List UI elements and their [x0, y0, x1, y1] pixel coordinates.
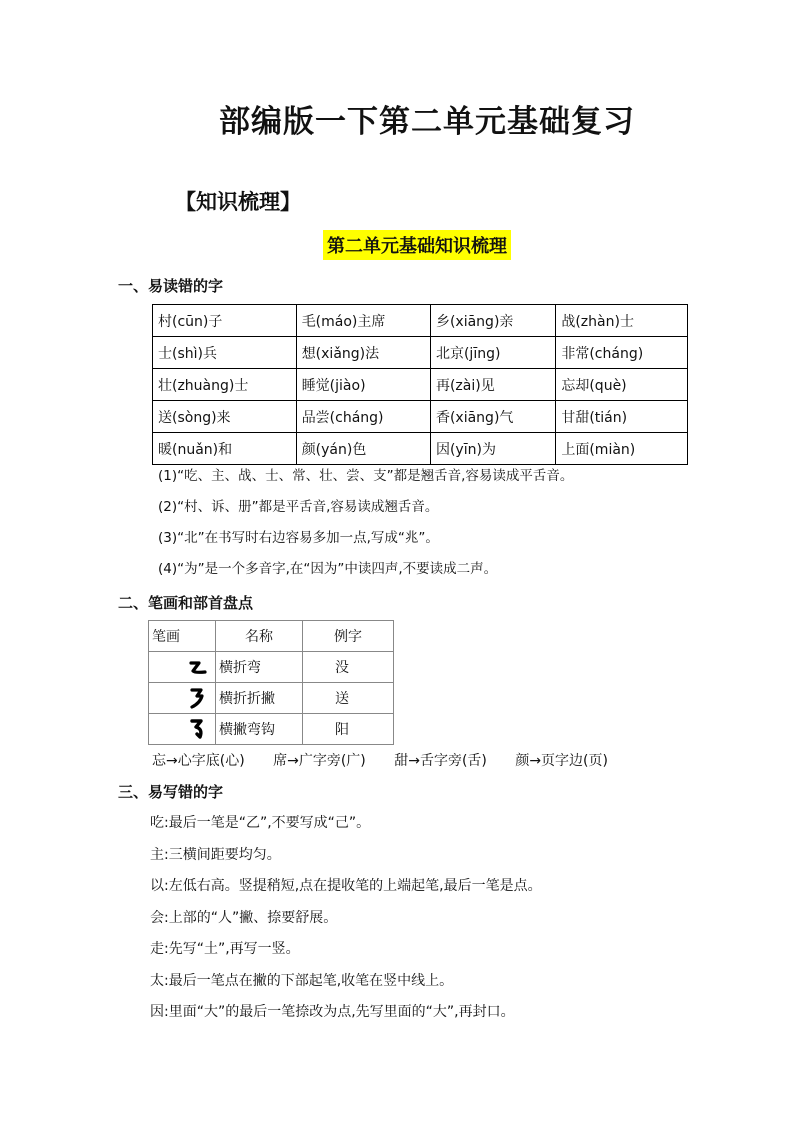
radicals-line	[152, 750, 632, 770]
radical-item: 甜→舌字旁(舌)	[394, 753, 487, 769]
section1-heading: 一、易读错的字	[118, 277, 224, 295]
table-cell: 北京(jīng)	[430, 337, 555, 369]
column-header: 例字	[303, 621, 394, 652]
heng-zhe-wan-stroke-icon	[186, 655, 210, 679]
table-row	[153, 337, 688, 369]
table-cell: 乡(xiāng)亲	[430, 305, 555, 337]
table-row	[153, 433, 688, 465]
table-cell: 因(yīn)为	[430, 433, 555, 465]
table-row	[153, 401, 688, 433]
table-row	[153, 305, 688, 337]
note-item: (3)“北”在书写时右边容易多加一点,写成“兆”。	[158, 530, 439, 546]
heng-zhe-zhe-pie-stroke-icon	[186, 686, 210, 710]
tip-item: 吃:最后一笔是“乙”,不要写成“己”。	[150, 815, 371, 831]
stroke-name: 横撇弯钩	[216, 714, 303, 745]
table-cell: 香(xiāng)气	[430, 401, 555, 433]
note-item: (4)“为”是一个多音字,在“因为”中读四声,不要读成二声。	[158, 561, 498, 577]
table-cell: 毛(máo)主席	[296, 305, 430, 337]
table-row	[149, 714, 394, 745]
radical-item: 席→广字旁(广)	[273, 753, 366, 769]
table-cell: 壮(zhuàng)士	[153, 369, 297, 401]
column-header: 笔画	[149, 621, 216, 652]
stroke-example: 阳	[303, 714, 394, 745]
table-cell: 战(zhàn)士	[556, 305, 688, 337]
table-cell: 甘甜(tián)	[556, 401, 688, 433]
highlighted-subtitle: 第二单元基础知识梳理	[323, 230, 511, 260]
stroke-example: 没	[303, 652, 394, 683]
section2-heading: 二、笔画和部首盘点	[118, 594, 254, 612]
table-cell: 士(shì)兵	[153, 337, 297, 369]
table-cell: 想(xiǎng)法	[296, 337, 430, 369]
table-cell: 再(zài)见	[430, 369, 555, 401]
tip-item: 以:左低右高。竖提稍短,点在提收笔的上端起笔,最后一笔是点。	[150, 878, 542, 894]
table-cell: 颜(yán)色	[296, 433, 430, 465]
pinyin-table	[152, 304, 688, 465]
document-title: 部编版一下第二单元基础复习	[219, 104, 635, 140]
table-row	[149, 652, 394, 683]
table-cell: 非常(cháng)	[556, 337, 688, 369]
table-cell: 忘却(què)	[556, 369, 688, 401]
writing-tips	[150, 813, 542, 1034]
table-row	[153, 369, 688, 401]
section3-heading: 三、易写错的字	[118, 783, 224, 801]
stroke-name: 横折弯	[216, 652, 303, 683]
table-cell: 村(cūn)子	[153, 305, 297, 337]
tip-item: 会:上部的“人”撇、捺要舒展。	[150, 909, 338, 926]
table-cell: 暖(nuǎn)和	[153, 433, 297, 465]
tip-item: 太:最后一笔点在撇的下部起笔,收笔在竖中线上。	[150, 972, 454, 989]
stroke-name: 横折折撇	[216, 683, 303, 714]
heng-pie-wan-gou-stroke-icon	[186, 717, 210, 741]
strokes-table	[148, 620, 394, 745]
table-cell: 睡觉(jiào)	[296, 369, 430, 401]
tip-item: 走:先写“土”,再写一竖。	[150, 941, 300, 957]
table-cell: 上面(miàn)	[556, 433, 688, 465]
table-header-row	[149, 621, 394, 652]
table-row	[149, 683, 394, 714]
stroke-example: 送	[303, 683, 394, 714]
column-header: 名称	[216, 621, 303, 652]
knowledge-heading: 【知识梳理】	[175, 189, 301, 214]
table-cell: 品尝(cháng)	[296, 401, 430, 433]
tip-item: 主:三横间距要均匀。	[150, 846, 281, 863]
table-cell: 送(sòng)来	[153, 401, 297, 433]
note-item: (2)“村、诉、册”都是平舌音,容易读成翘舌音。	[158, 499, 439, 515]
tip-item: 因:里面“大”的最后一笔捺改为点,先写里面的“大”,再封口。	[150, 1004, 515, 1020]
reading-notes	[158, 466, 573, 590]
radical-item: 颜→页字边(页)	[515, 753, 608, 769]
note-item: (1)“吃、主、战、士、常、壮、尝、支”都是翘舌音,容易读成平舌音。	[158, 468, 574, 484]
radical-item: 忘→心字底(心)	[152, 753, 245, 769]
